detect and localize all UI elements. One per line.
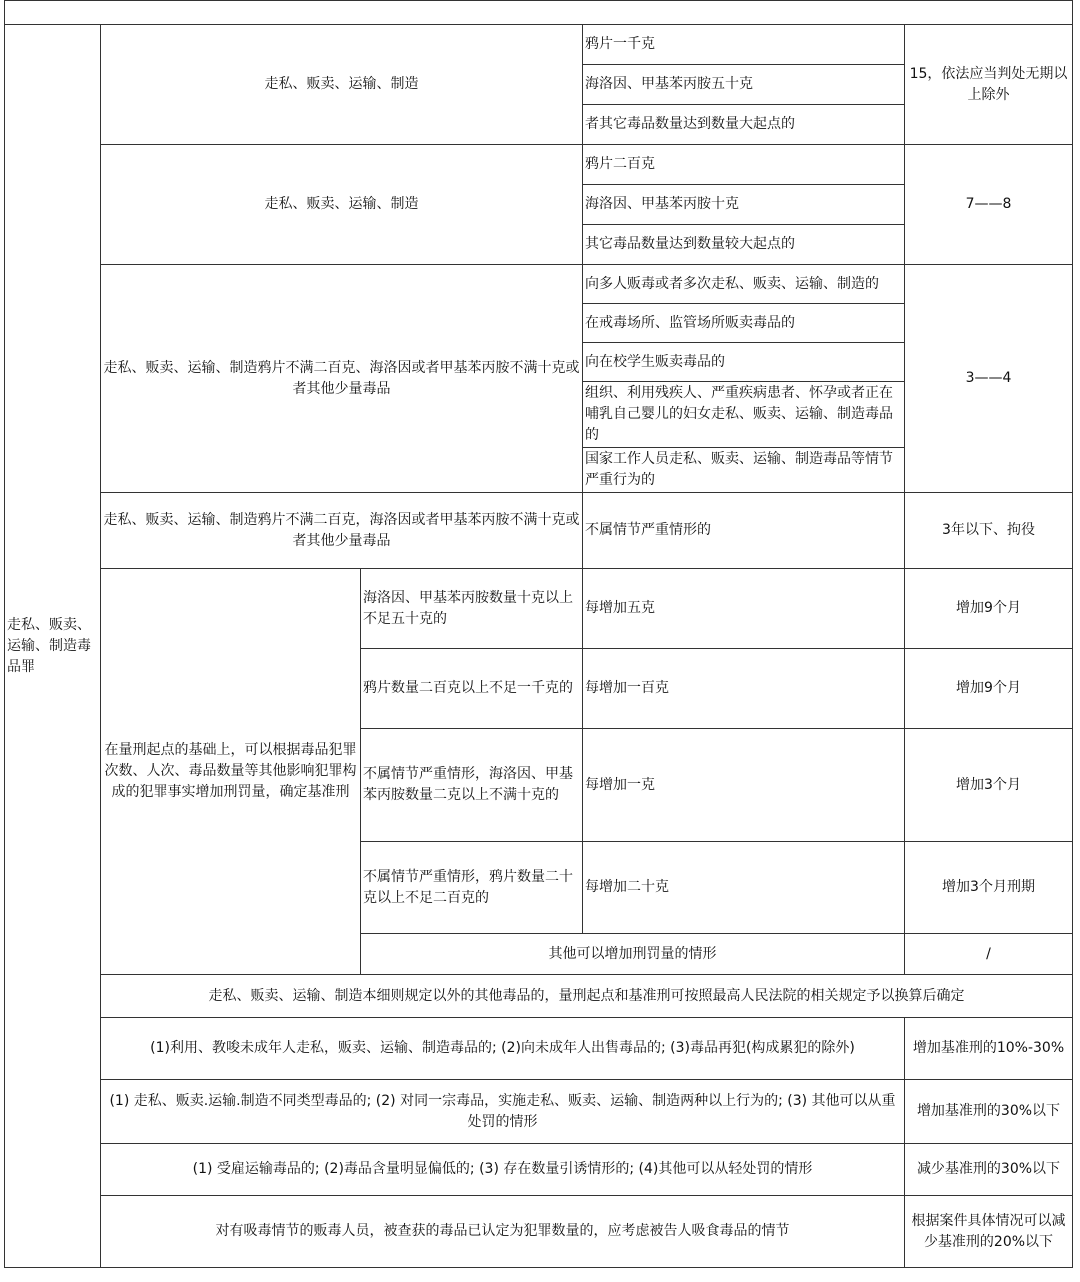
mitigating-cell: (1) 受雇运输毒品的; (2)毒品含量明显偏低的; (3) 存在数量引诱情形的; (4)其他可以从轻处罚的情形 (101, 1144, 905, 1196)
amount-cell: 其它毒品数量达到数量较大起点的 (583, 225, 905, 265)
circumstance-cell: 组织、利用残疾人、严重疾病患者、怀孕或者正在哺乳自己婴儿的妇女走私、贩卖、运输、制造毒品的 (583, 382, 905, 448)
table-row (5, 265, 1073, 304)
sentence-cell: 3——4 (905, 265, 1073, 493)
basis-cell: 在量刑起点的基础上，可以根据毒品犯罪次数、人次、毒品数量等其他影响犯罪构成的犯罪事实增加刑罚量，确定基准刑 (101, 569, 361, 975)
conversion-rule-cell: 走私、贩卖、运输、制造本细则规定以外的其他毒品的，量刑起点和基准刑可按照最高人民法院的相关规定予以换算后确定 (101, 975, 1073, 1018)
table-row (5, 145, 1073, 185)
condition-cell: 海洛因、甲基苯丙胺数量十克以上不足五十克的 (361, 569, 583, 649)
behavior-cell: 走私、贩卖、运输、制造 (101, 25, 583, 145)
amount-cell: 海洛因、甲基苯丙胺五十克 (583, 65, 905, 105)
circumstance-cell: 向在校学生贩卖毒品的 (583, 343, 905, 382)
amount-cell: 海洛因、甲基苯丙胺十克 (583, 185, 905, 225)
condition-cell: 不属情节严重情形，鸦片数量二十克以上不足二百克的 (361, 842, 583, 934)
circumstance-cell: 不属情节严重情形的 (583, 493, 905, 569)
increase-cell: 增加3个月刑期 (905, 842, 1073, 934)
other-increase-cell: 其他可以增加刑罚量的情形 (361, 934, 905, 975)
amount-cell: 鸦片一千克 (583, 25, 905, 65)
increase-cell: 增加3个月 (905, 729, 1073, 842)
behavior-cell: 走私、贩卖、运输、制造鸦片不满二百克、海洛因或者甲基苯丙胺不满十克或者其他少量毒品 (101, 265, 583, 493)
adjust-cell: 减少基准刑的30%以下 (905, 1144, 1073, 1196)
top-strip-row (5, 1, 1073, 25)
step-cell: 每增加一克 (583, 729, 905, 842)
condition-cell: 鸦片数量二百克以上不足一千克的 (361, 649, 583, 729)
sentence-cell: 15，依法应当判处无期以上除外 (905, 25, 1073, 145)
step-cell: 每增加二十克 (583, 842, 905, 934)
circumstance-cell: 向多人贩毒或者多次走私、贩卖、运输、制造的 (583, 265, 905, 304)
step-cell: 每增加五克 (583, 569, 905, 649)
table-row (5, 975, 1073, 1018)
table-row (5, 25, 1073, 65)
step-cell: 每增加一百克 (583, 649, 905, 729)
circumstance-cell: 国家工作人员走私、贩卖、运输、制造毒品等情节严重行为的 (583, 448, 905, 493)
condition-cell: 不属情节严重情形，海洛因、甲基苯丙胺数量二克以上不满十克的 (361, 729, 583, 842)
sentence-cell: 3年以下、拘役 (905, 493, 1073, 569)
table-row (5, 493, 1073, 569)
sentencing-table (4, 0, 1073, 1268)
amount-cell: 者其它毒品数量达到数量大起点的 (583, 105, 905, 145)
increase-cell: 增加9个月 (905, 649, 1073, 729)
crime-name-cell: 走私、贩卖、运输、制造毒品罪 (5, 25, 101, 1268)
adjust-cell: 增加基准刑的10%-30% (905, 1018, 1073, 1080)
aggravating-cell: (1) 走私、贩卖.运输.制造不同类型毒品的; (2) 对同一宗毒品，实施走私、贩卖、运输、制造两种以上行为的; (3) 其他可以从重处罚的情形 (101, 1080, 905, 1144)
table-row (5, 1144, 1073, 1196)
adjust-cell: 增加基准刑的30%以下 (905, 1080, 1073, 1144)
other-increase-value: / (905, 934, 1073, 975)
behavior-cell: 走私、贩卖、运输、制造 (101, 145, 583, 265)
table-row (5, 569, 1073, 649)
table-row (5, 1080, 1073, 1144)
sentence-cell: 7——8 (905, 145, 1073, 265)
circumstance-cell: 在戒毒场所、监管场所贩卖毒品的 (583, 304, 905, 343)
mitigating-cell: 对有吸毒情节的贩毒人员，被查获的毒品已认定为犯罪数量的，应考虑被告人吸食毒品的情节 (101, 1196, 905, 1268)
top-strip-cell (5, 1, 1073, 25)
adjust-cell: 根据案件具体情况可以减少基准刑的20%以下 (905, 1196, 1073, 1268)
aggravating-cell: (1)利用、教唆未成年人走私，贩卖、运输、制造毒品的; (2)向未成年人出售毒品的; (3)毒品再犯(构成累犯的除外) (101, 1018, 905, 1080)
table-row (5, 1018, 1073, 1080)
increase-cell: 增加9个月 (905, 569, 1073, 649)
table-row (5, 1196, 1073, 1268)
amount-cell: 鸦片二百克 (583, 145, 905, 185)
behavior-cell: 走私、贩卖、运输、制造鸦片不满二百克，海洛因或者甲基苯丙胺不满十克或者其他少量毒品 (101, 493, 583, 569)
